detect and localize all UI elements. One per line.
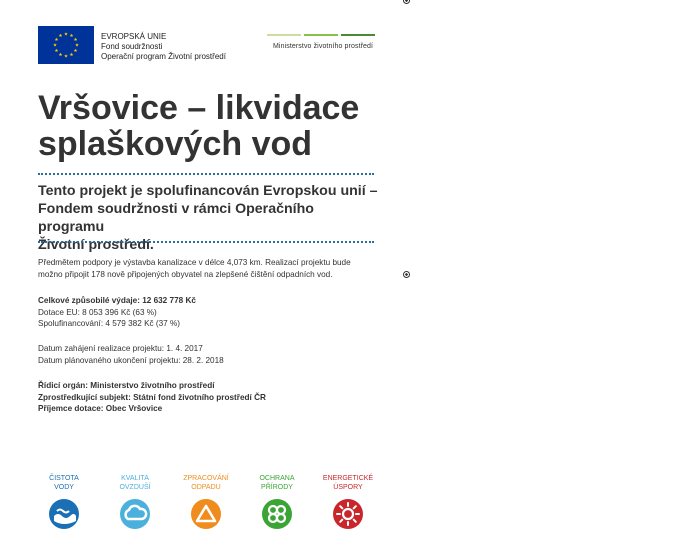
priority-label-line2: OVZDUŠÍ [119, 483, 151, 491]
eu-star [55, 38, 59, 41]
eu-stars-icon [38, 26, 94, 64]
ministry-bar-1 [267, 34, 301, 36]
subtitle-line2: Fondem soudržnosti v rámci Operačního programu [38, 201, 314, 235]
page-title [38, 90, 398, 162]
eu-star [70, 34, 74, 37]
priority-item [247, 475, 307, 529]
eu-star [53, 43, 57, 46]
subtitle-line3: Životní prostředí. [38, 237, 154, 253]
eu-star [64, 32, 68, 35]
priority-label-line2: PŘÍRODY [261, 483, 293, 491]
clover-icon [262, 499, 292, 529]
registration-mark-middle [403, 271, 410, 278]
title-line1: Vršovice – likvidace [38, 89, 360, 127]
sun-icon [333, 499, 363, 529]
priority-label [105, 475, 165, 493]
project-costs [38, 295, 383, 330]
priority-item [176, 475, 236, 529]
priority-label-line1: ENERGETICKÉ [322, 475, 374, 482]
project-dates [38, 343, 383, 366]
priority-item [318, 475, 378, 529]
priority-label-line1: OCHRANA [259, 475, 295, 482]
eu-star [64, 54, 68, 57]
priority-label [176, 475, 236, 493]
eu-star [59, 34, 63, 37]
priority-label-line2: VODY [54, 483, 74, 491]
eu-star [55, 49, 59, 52]
ministry-logo-bars [267, 34, 375, 37]
ministry-bar-2 [304, 34, 338, 36]
eu-line2: Fond soudržnosti [101, 42, 163, 51]
divider-top [38, 173, 374, 175]
cofinancing: Spolufinancování: 4 579 382 Kč (37 %) [38, 319, 181, 328]
priority-item [105, 475, 165, 529]
divider-bottom [38, 241, 374, 243]
project-entities [38, 380, 383, 415]
registration-mark-top [403, 0, 410, 4]
description-line2: možno připojit 178 nově připojených obyvatel na zlepšené čištění odpadních vod. [38, 269, 333, 279]
eu-line1: EVROPSKÁ UNIE [101, 32, 167, 41]
eu-star [74, 49, 78, 52]
triangle-recycle-icon [191, 499, 221, 529]
end-date: Datum plánovaného ukončení projektu: 28. 2. 2018 [38, 355, 224, 365]
priority-label-line1: KVALITA [121, 475, 149, 482]
recipient: Příjemce dotace: Obec Vršovice [38, 404, 163, 413]
priority-label-line2: ÚSPORY [333, 483, 363, 491]
eu-subsidy: Dotace EU: 8 053 396 Kč (63 %) [38, 307, 157, 317]
water-drop-icon [49, 499, 79, 529]
cloud-icon [120, 499, 150, 529]
eu-star [70, 53, 74, 56]
total-costs: Celkové způsobilé výdaje: 12 632 778 Kč [38, 296, 196, 305]
priority-label-line1: ZPRACOVÁNÍ [183, 475, 229, 482]
priority-label-line1: ČISTOTA [49, 475, 79, 482]
priority-label [318, 475, 378, 493]
intermediate-body: Zprostředkující subjekt: Státní fond životního prostředí ČR [38, 392, 266, 402]
priority-item [34, 475, 94, 529]
ministry-bar-3 [341, 34, 375, 36]
subtitle-line1: Tento projekt je spolufinancován Evropskou unií – [38, 183, 378, 199]
priority-label [34, 475, 94, 493]
description-line1: Předmětem podpory je výstavba kanalizace v délce 4,073 km. Realizací projektu bude [38, 258, 351, 267]
ministry-name: Ministerstvo životního prostředí [273, 43, 374, 50]
title-line2: splaškových vod [38, 125, 313, 163]
eu-text [101, 32, 226, 62]
eu-star [74, 38, 78, 41]
eu-star [75, 43, 79, 46]
project-description [38, 257, 383, 280]
priority-label-line2: ODPADU [191, 483, 221, 491]
priority-label [247, 475, 307, 493]
managing-authority: Řídicí orgán: Ministerstvo životního prostředí [38, 381, 215, 390]
eu-line3: Operační program Životní prostředí [101, 52, 226, 61]
subtitle [38, 182, 383, 254]
eu-star [59, 53, 63, 56]
start-date: Datum zahájení realizace projektu: 1. 4. 2017 [38, 344, 203, 353]
eu-flag [38, 26, 94, 64]
